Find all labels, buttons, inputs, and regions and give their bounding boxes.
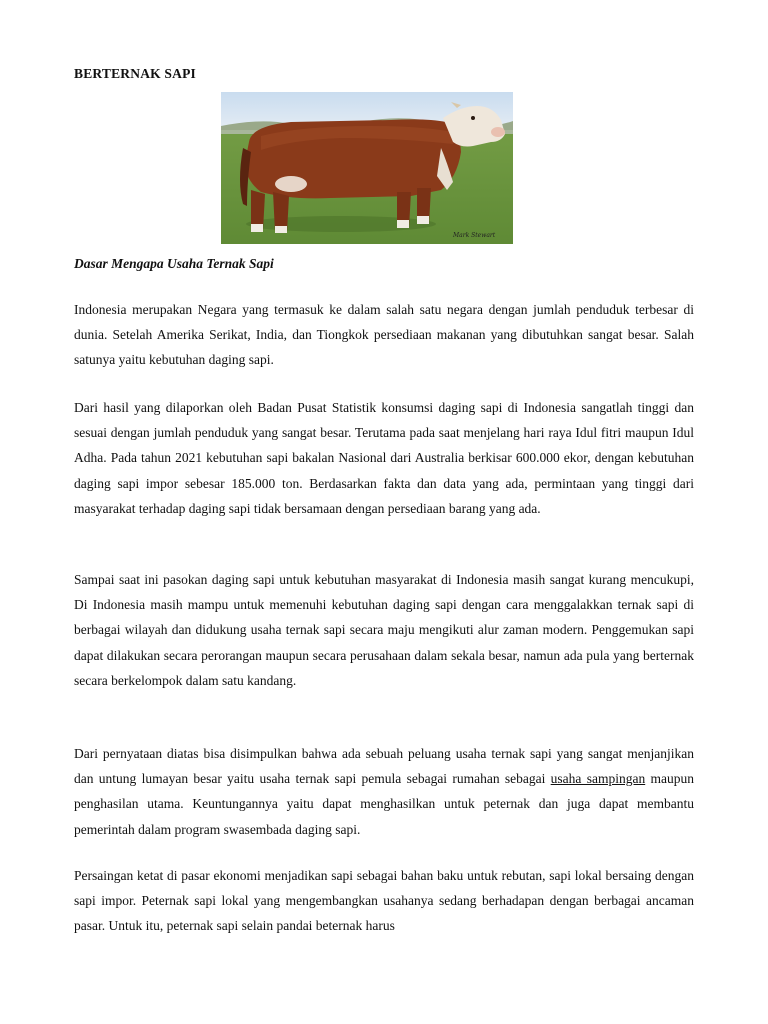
paragraph-2: Dari hasil yang dilaporkan oleh Badan Pusat Statistik konsumsi daging sapi di Indonesia sangatlah tinggi dan sesuai dengan jumlah penduduk yang sangat besar. Terutama pada saat menjelang hari raya Idul fitri maupun Idul Adha. Pada tahun 2021 kebutuhan sapi bakalan Nasional dari Australia berkisar 600.000 ekor, dengan kebutuhan daging sapi impor sebesar 185.000 ton. Berdasarkan fakta dan data yang ada, permintaan yang tinggi dari masyarakat terhadap daging sapi tidak bersamaan dengan persediaan barang yang ada. [74,400,694,516]
paragraph-1: Indonesia merupakan Negara yang termasuk ke dalam salah satu negara dengan jumlah penduduk terbesar di dunia. Setelah Amerika Serikat, India, dan Tiongkok persediaan makanan yang dibutuhkan sangat besar. Salah satunya yaitu kebutuhan daging sapi. [74,302,694,368]
cow-photo [221,92,513,244]
paragraph-4-text-b: maupun penghasilan utama. Keuntungannya yaitu dapat menghasilkan untuk peternak dan juga dapat membantu pemerintah dalam program swasembada daging sapi. [74,771,694,837]
photo-signature: Mark Stewart [453,232,496,239]
paragraph-5: Persaingan ketat di pasar ekonomi menjadikan sapi sebagai bahan baku untuk rebutan, sapi lokal bersaing dengan sapi impor. Peternak sapi lokal yang mengembangkan usahanya sedang berhadapan dengan berbagai ancaman pasar. Untuk itu, peternak sapi selain pandai beternak harus [74,868,694,934]
section-subtitle: Dasar Mengapa Usaha Ternak Sapi [74,256,274,271]
cow-image [221,92,513,244]
usaha-sampingan-link[interactable]: usaha sampingan [550,771,646,787]
paragraph-4-text-a: Dari pernyataan diatas bisa disimpulkan bahwa ada sebuah peluang usaha ternak sapi yang sangat menjanjikan dan untung lumayan besar yaitu usaha ternak sapi pemula sebagai rumahan sebagai [74,746,694,787]
paragraph-3: Sampai saat ini pasokan daging sapi untuk kebutuhan masyarakat di Indonesia masih sangat kurang mencukupi, Di Indonesia masih mampu untuk memenuhi kebutuhan daging sapi dengan cara menggalakkan ternak sapi di berbagai wilayah dan didukung usaha ternak sapi secara maju mengikuti alur zaman modern. Penggemukan sapi dapat dilakukan secara perorangan maupun secara perusahaan dalam sekala besar, namun ada pula yang berternak secara berkelompok dalam satu kandang. [74,572,694,688]
document-title: BERTERNAK SAPI [74,66,196,81]
paragraph-4 [74,741,694,842]
